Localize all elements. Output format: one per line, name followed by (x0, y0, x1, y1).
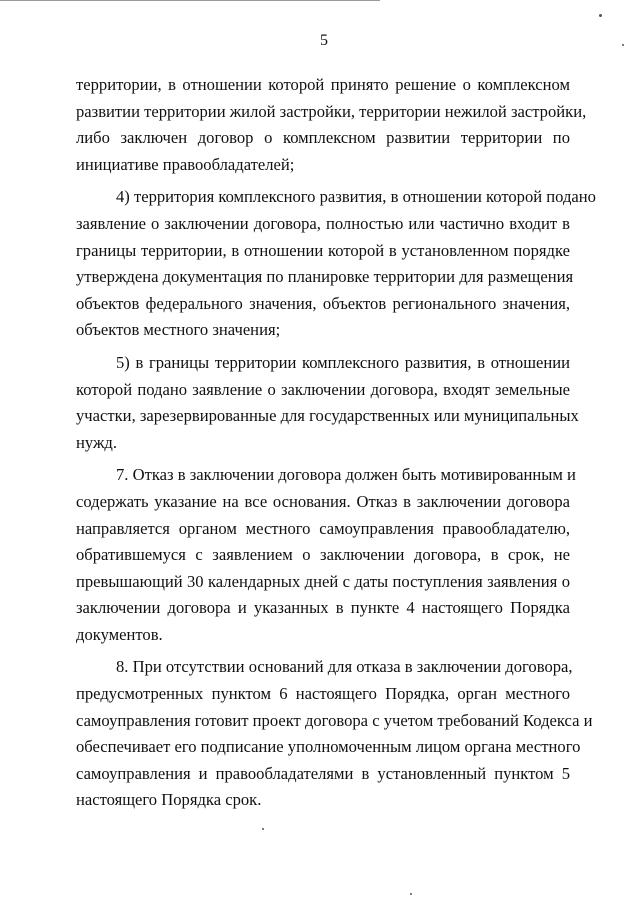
text-line: границы территории, в отношении которой в установленном порядке (76, 240, 570, 260)
text-line: документов. (76, 624, 163, 644)
text-line: настоящего Порядка срок. (76, 790, 262, 810)
text-line: содержать указание на все основания. Отказ в заключении договора (76, 491, 570, 511)
text-line: заключении договора и указанных в пункте 4 настоящего Порядка (76, 598, 570, 618)
page-number: 5 (320, 32, 328, 49)
text-line: объектов федерального значения, объектов регионального значения, (76, 293, 570, 313)
top-scan-rule (0, 0, 380, 1)
paragraph-item-5 (76, 350, 579, 456)
text-line: участки, зарезервированные для государственных или муниципальных (76, 406, 579, 426)
paragraph-item-4 (76, 184, 596, 344)
text-line: самоуправления готовит проект договора с учетом требований Кодекса и (76, 710, 593, 730)
document-body (76, 72, 596, 814)
scan-speck (262, 828, 264, 830)
text-line: обратившемуся с заявлением о заключении договора, в срок, не (76, 545, 570, 565)
text-line: нужд. (76, 432, 118, 452)
text-line: предусмотренных пунктом 6 настоящего Порядка, орган местного (76, 684, 570, 704)
text-line: которой подано заявление о заключении договора, входят земельные (76, 379, 570, 399)
text-line: 5) в границы территории комплексного развития, в отношении (116, 352, 570, 372)
text-line: самоуправления и правообладателями в установленный пунктом 5 (76, 763, 570, 783)
text-line: обеспечивает его подписание уполномоченным лицом органа местного (76, 737, 581, 757)
text-line: 7. Отказ в заключении договора должен быть мотивированным и (116, 465, 576, 485)
text-line: 8. При отсутствии оснований для отказа в заключении договора, (116, 657, 573, 677)
text-line: направляется органом местного самоуправления правообладателю, (76, 518, 570, 538)
scan-speck (599, 14, 602, 17)
text-line: 4) территория комплексного развития, в отношении которой подано (116, 187, 596, 207)
text-line: объектов местного значения; (76, 320, 281, 340)
scan-speck (622, 44, 624, 46)
text-line: либо заключен договор о комплексном развитии территории по (76, 128, 570, 148)
paragraph-continuation (76, 72, 587, 178)
text-line: развитии территории жилой застройки, территории нежилой застройки, (76, 101, 587, 121)
text-line: территории, в отношении которой принято решение о комплексном (76, 75, 570, 94)
scan-speck (410, 893, 412, 895)
text-line: инициативе правообладателей; (76, 154, 295, 174)
text-line: превышающий 30 календарных дней с даты поступления заявления о (76, 571, 570, 591)
paragraph-section-8 (76, 654, 593, 814)
text-line: утверждена документация по планировке территории для размещения (76, 267, 574, 287)
text-line: заявление о заключении договора, полностью или частично входит в (76, 213, 570, 233)
paragraph-section-7 (76, 462, 576, 648)
